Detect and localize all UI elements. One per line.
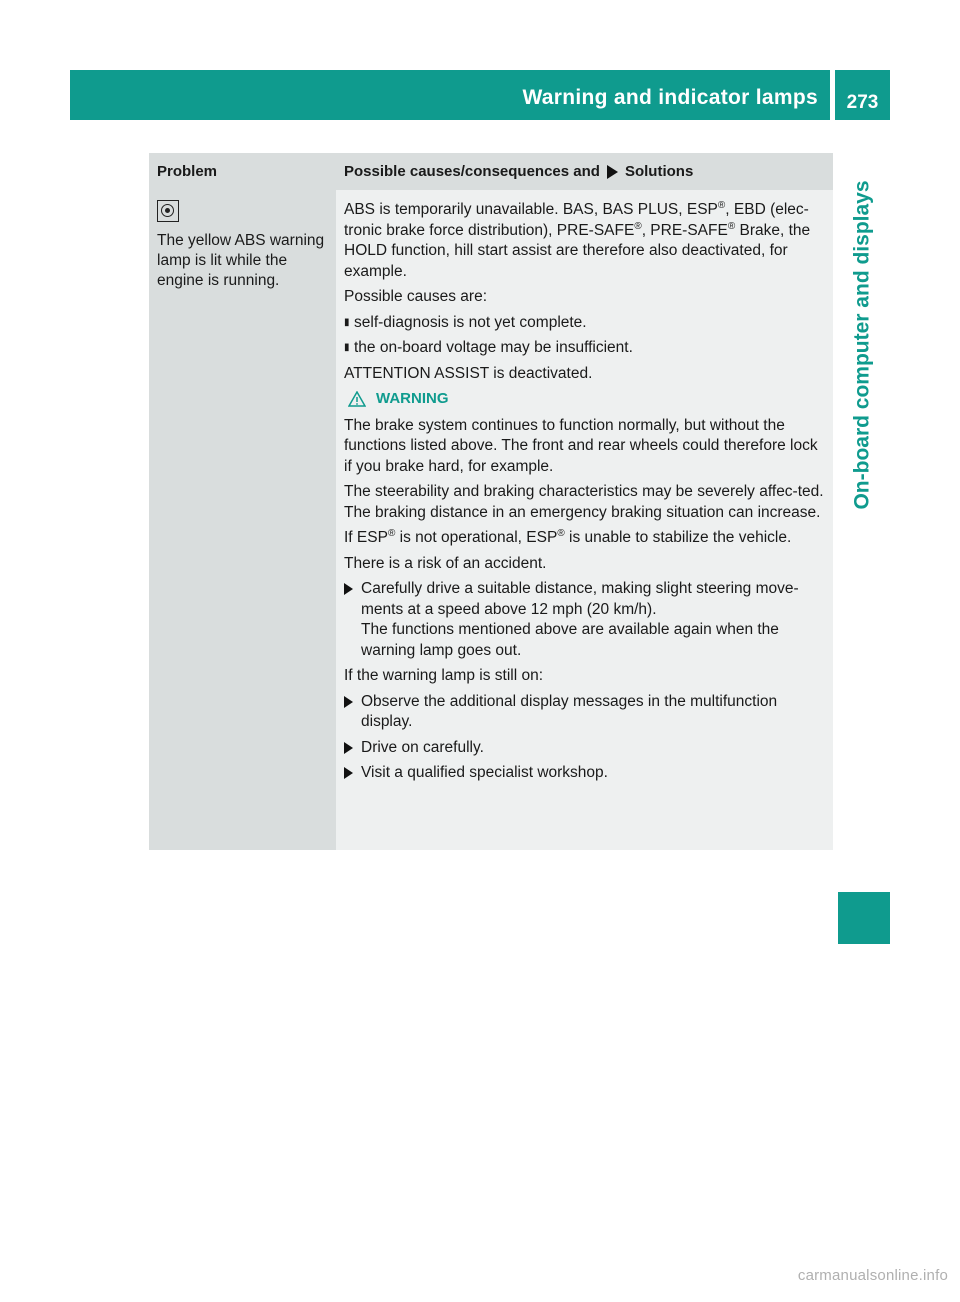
page-header-title: Warning and indicator lamps <box>522 86 818 109</box>
solutions-header-label: Solutions <box>624 163 694 180</box>
warning-triangle-icon <box>348 391 366 407</box>
list-item: Observe the additional display messages in the multifunction display. <box>344 692 825 733</box>
intro-paragraph: ABS is temporarily unavailable. BAS, BAS PLUS, ESP®, EBD (elec-tronic brake force distribution), PRE-SAFE®, PRE-SAFE® Brake, the HOLD function, hill start assist are therefore also deactivated, for example. <box>344 199 811 280</box>
causes-header-label: Possible causes/consequences and <box>344 163 600 180</box>
problem-table <box>149 153 833 850</box>
solutions-column-header <box>336 153 833 190</box>
attention-text: ATTENTION ASSIST is deactivated. <box>344 364 593 382</box>
solutions-cell <box>336 190 833 850</box>
step-arrow-icon <box>344 742 353 754</box>
table-row <box>149 190 833 850</box>
list-item: ▮ self-diagnosis is not yet complete. <box>344 313 587 331</box>
section-title: On-board computer and displays <box>851 180 874 510</box>
list-item: Drive on carefully. <box>344 738 825 759</box>
step-arrow-icon <box>344 583 353 595</box>
table-header-row <box>149 153 833 190</box>
list-item: ▮ the on-board voltage may be insufficient. <box>344 339 633 356</box>
header-bar <box>70 70 830 120</box>
step-arrow-icon <box>344 767 353 779</box>
warning-heading <box>344 389 825 410</box>
problem-cell <box>149 190 336 850</box>
list-item: Visit a qualified specialist workshop. <box>344 763 825 784</box>
still-on-text: If the warning lamp is still on: <box>344 667 544 684</box>
page-number: 273 <box>835 70 890 120</box>
play-arrow-icon <box>607 165 618 179</box>
problem-column-header: Problem <box>157 163 218 180</box>
section-marker <box>838 892 890 944</box>
risk-text: There is a risk of an accident. <box>344 554 547 572</box>
abs-warning-lamp-icon <box>157 200 179 222</box>
warning-paragraph-2: The steerability and braking characteristics may be severely affec-ted. The braking distance in an emergency braking situation can increase. <box>344 483 824 521</box>
watermark: carmanualsonline.info <box>797 1267 948 1284</box>
list-item: Carefully drive a suitable distance, making slight steering move-ments at a speed above 12 mph (20 km/h). The functions mentioned above are available again when the warning lamp goes out. <box>344 579 825 661</box>
esp-paragraph: If ESP® is not operational, ESP® is unable to stabilize the vehicle. <box>344 527 792 546</box>
section-tab <box>838 150 888 540</box>
causes-label: Possible causes are: <box>344 288 488 305</box>
problem-description: The yellow ABS warning lamp is lit while the engine is running. <box>157 232 325 289</box>
warning-label: WARNING <box>376 390 449 407</box>
warning-paragraph-1: The brake system continues to function normally, but without the functions listed above. The front and rear wheels could therefore lock if you brake hard, for example. <box>344 416 818 475</box>
step-arrow-icon <box>344 696 353 708</box>
